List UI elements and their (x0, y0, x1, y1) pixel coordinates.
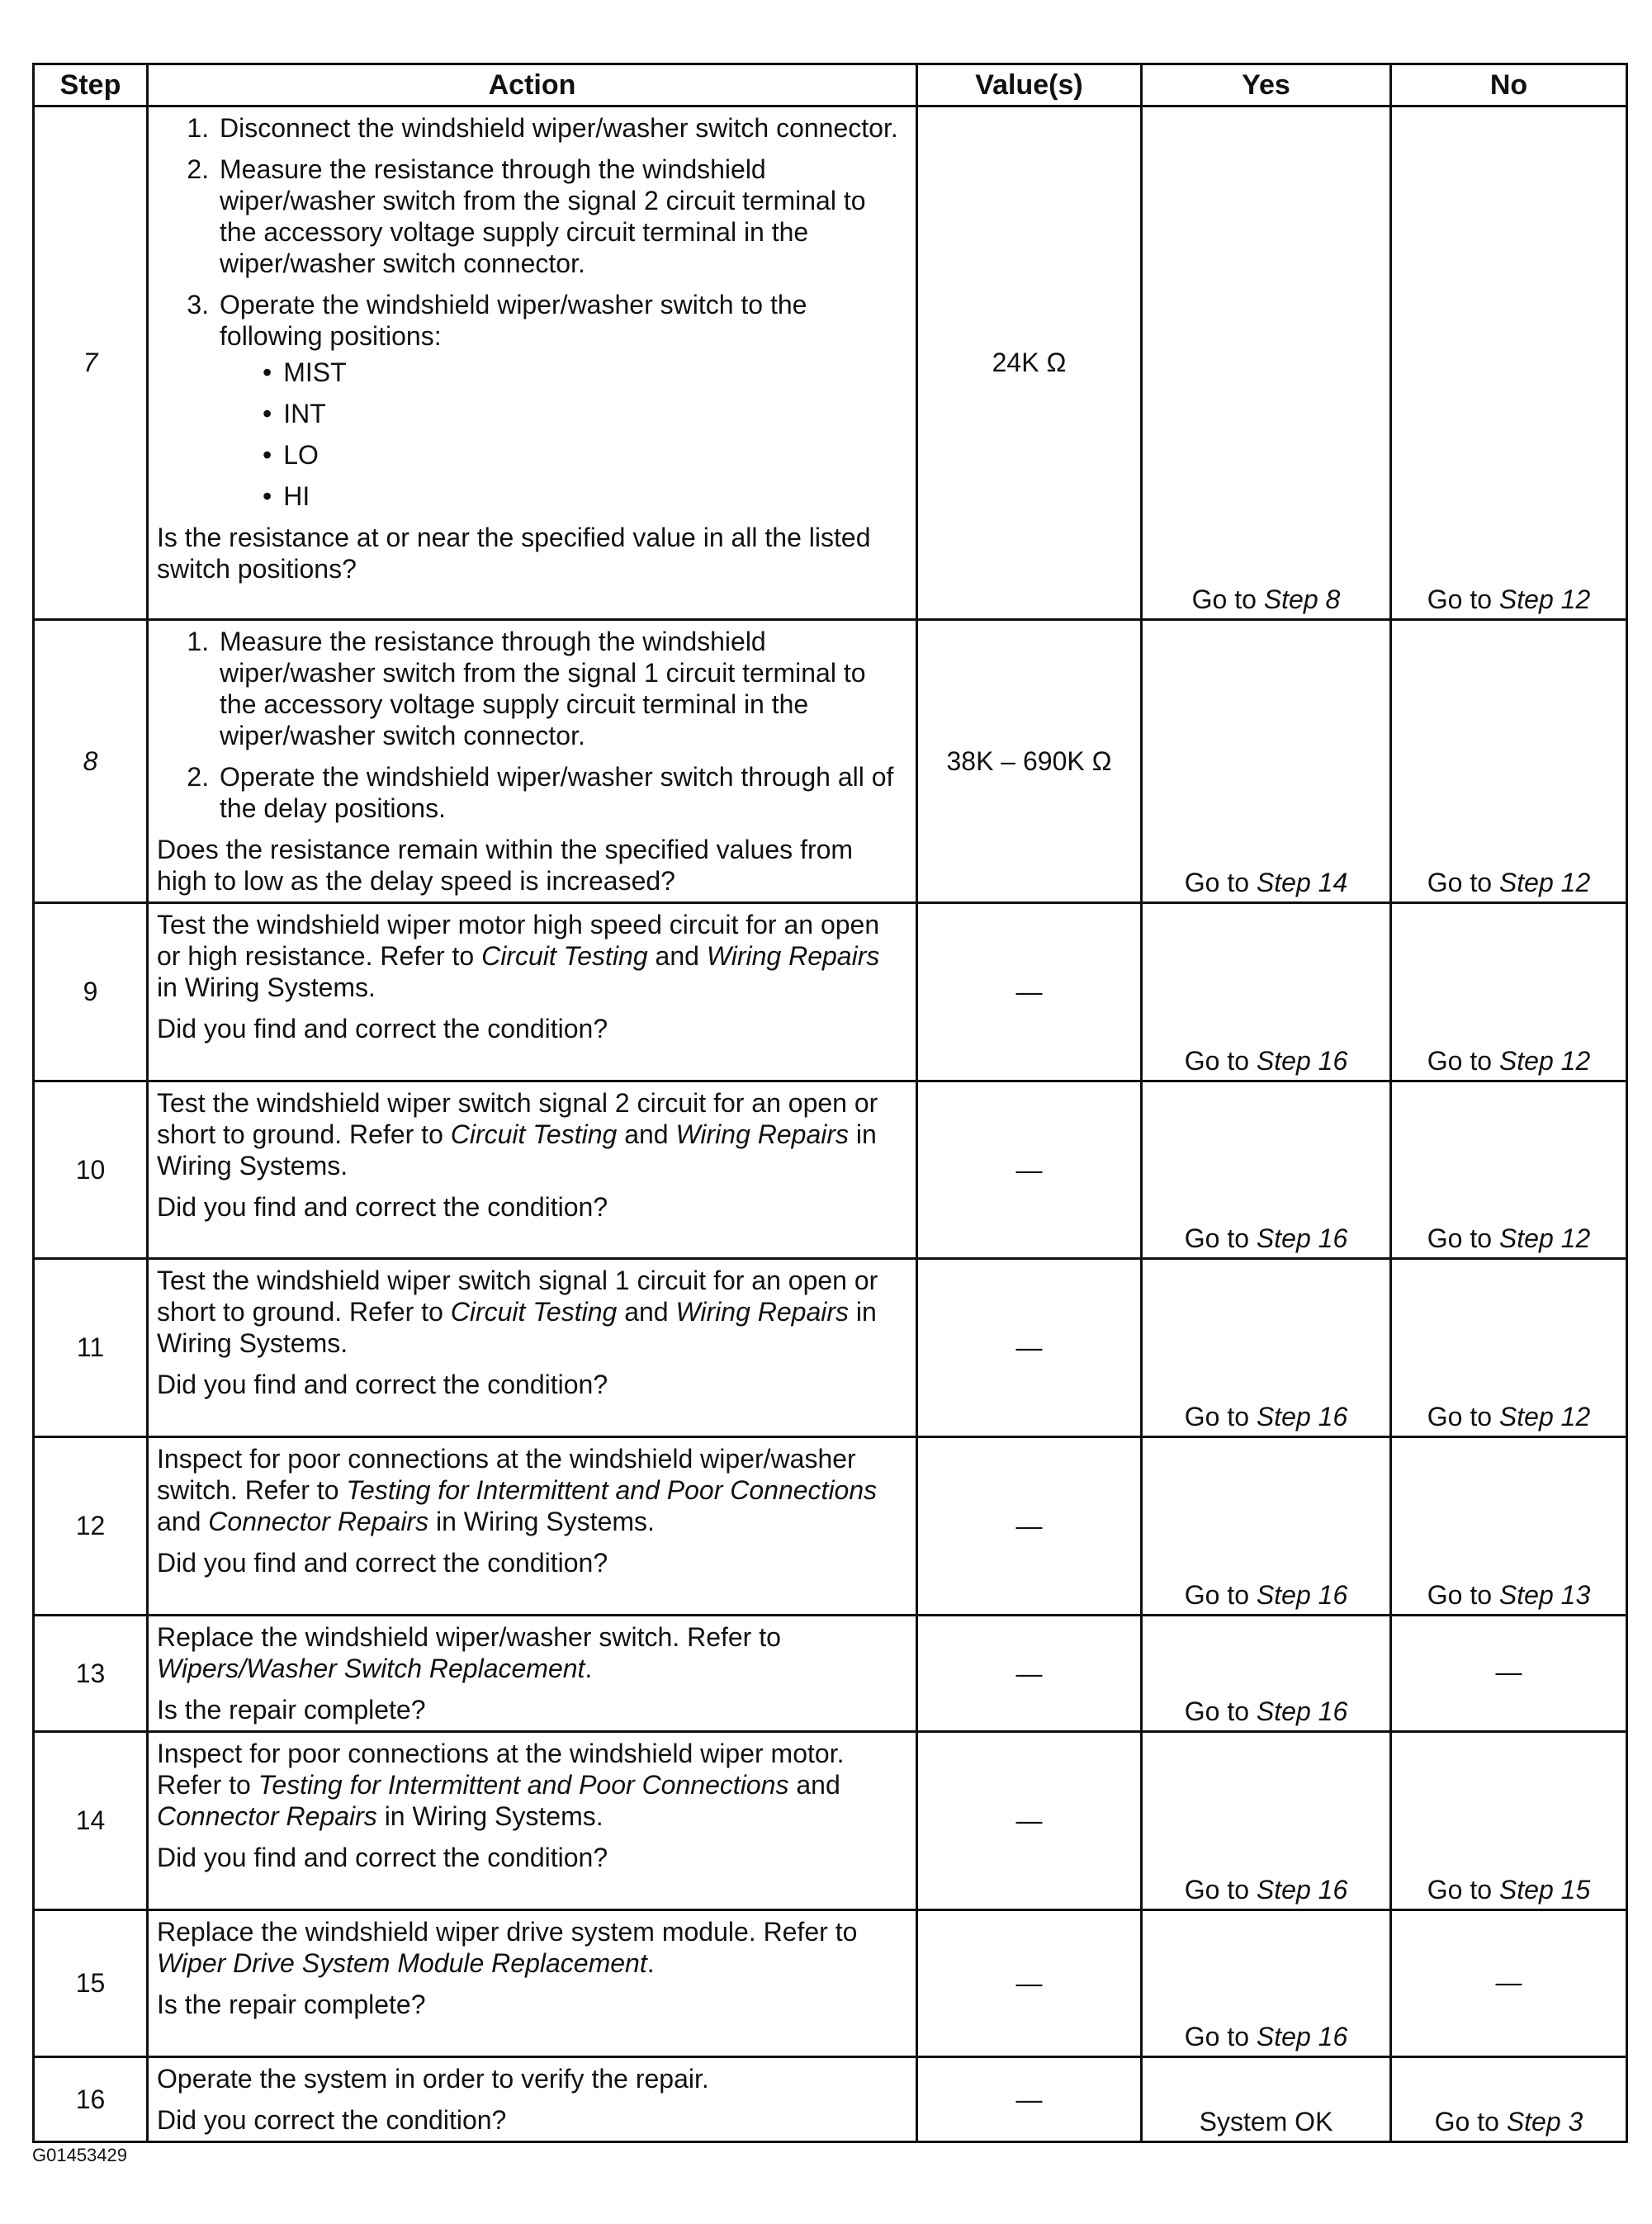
doc-reference: Wiring Repairs (706, 941, 880, 971)
question: Is the resistance at or near the specified value in all the listed switch positions? (157, 523, 871, 584)
bullet-item: • LO (259, 439, 904, 471)
header-yes: Yes (1142, 64, 1391, 106)
action-cell (148, 1732, 917, 1910)
step-number: 12 (34, 1437, 148, 1616)
action-text (157, 1087, 904, 1181)
text-run: Replace the windshield wiper drive system module. Refer to (157, 1917, 858, 1947)
no-cell (1391, 1259, 1627, 1437)
yes-pre: Go to (1184, 2022, 1257, 2051)
step-number: 13 (34, 1616, 148, 1732)
yes-pre: Go to (1184, 1402, 1257, 1431)
yes-cell (1142, 1910, 1391, 2057)
table-row (34, 620, 1627, 903)
doc-reference: Wiring Repairs (675, 1119, 850, 1149)
question: Did you correct the condition? (157, 2105, 507, 2135)
value-cell: — (917, 1259, 1142, 1437)
action-text (157, 1621, 904, 1684)
text-run: and (788, 1770, 840, 1800)
no-cell (1391, 2057, 1627, 2142)
step-number: 16 (34, 2057, 148, 2142)
no-pre: Go to (1427, 1580, 1499, 1610)
table-row (34, 1732, 1627, 1910)
list-item: 2. Measure the resistance through the windshield wiper/washer switch from the signal 2 circuit terminal to the accessory voltage supply circuit terminal in the wiper/washer switch connector. (216, 154, 904, 279)
yes-pre: Go to (1184, 1046, 1257, 1076)
header-step: Step (34, 64, 148, 106)
text-run: in Wiring Systems. (376, 1801, 604, 1831)
no-cell (1391, 106, 1627, 620)
step-number: 14 (34, 1732, 148, 1910)
yes-pre: Go to (1184, 1223, 1257, 1253)
bullet-list (220, 357, 904, 512)
yes-cell (1142, 1732, 1391, 1910)
action-cell (148, 106, 917, 620)
action-cell (148, 2057, 917, 2142)
doc-reference: Wiper Drive System Module Replacement (157, 1948, 647, 1978)
no-cell (1391, 1437, 1627, 1616)
yes-step-ref: Step 16 (1256, 1402, 1348, 1431)
step-number: 7 (34, 106, 148, 620)
yes-cell (1142, 1259, 1391, 1437)
yes-cell (1142, 1437, 1391, 1616)
yes-pre: Go to (1184, 1580, 1257, 1610)
action-cell (148, 1437, 917, 1616)
question: Did you find and correct the condition? (157, 1370, 608, 1399)
value-cell: — (917, 1437, 1142, 1616)
value-cell: — (917, 1732, 1142, 1910)
question: Did you find and correct the condition? (157, 1014, 608, 1043)
bullet-item: • HI (259, 480, 904, 512)
list-item: 1. Disconnect the windshield wiper/washer switch connector. (216, 112, 904, 144)
yes-cell (1142, 620, 1391, 903)
header-row (34, 64, 1627, 106)
no-step-ref: Step 12 (1498, 1046, 1591, 1076)
no-cell (1391, 1732, 1627, 1910)
numbered-list (157, 626, 904, 824)
table-row (34, 1437, 1627, 1616)
no-step-ref: Step 13 (1498, 1580, 1591, 1610)
bullet-item: • MIST (259, 357, 904, 388)
doc-reference: Circuit Testing (450, 1119, 618, 1149)
table-row (34, 1259, 1627, 1437)
action-text (157, 1738, 904, 1832)
yes-step-ref: Step 16 (1256, 1696, 1348, 1726)
text-run: and (647, 941, 707, 971)
list-item: 2. Operate the windshield wiper/washer switch through all of the delay positions. (216, 761, 904, 824)
no-step-ref: Step 12 (1498, 1223, 1591, 1253)
no-step-ref: Step 12 (1498, 868, 1591, 897)
yes-pre: Go to (1184, 1875, 1257, 1905)
action-cell (148, 903, 917, 1081)
header-action: Action (148, 64, 917, 106)
doc-reference: Testing for Intermittent and Poor Connections (346, 1475, 878, 1505)
text-run: Inspect for poor connections at the windshield wiper motor. Refer to (157, 1739, 845, 1800)
step-number: 10 (34, 1081, 148, 1259)
yes-cell (1142, 903, 1391, 1081)
text-run: Test the windshield wiper switch signal 2 circuit for an open or short to ground. Refer to (157, 1088, 878, 1149)
value-cell: — (917, 1616, 1142, 1732)
question: Is the repair complete? (157, 1990, 426, 2019)
no-pre: Go to (1427, 1875, 1499, 1905)
text-run: in Wiring Systems. (157, 1297, 877, 1358)
figure-id: G01453429 (32, 2145, 127, 2165)
text-run: Test the windshield wiper switch signal 1 circuit for an open or short to ground. Refer to (157, 1266, 878, 1327)
value-cell: — (917, 1910, 1142, 2057)
text-run: . (585, 1654, 593, 1683)
text-run: Operate the system in order to verify the repair. (157, 2064, 709, 2094)
yes-pre: Go to (1184, 1696, 1257, 1726)
bullet-item: • INT (259, 398, 904, 429)
doc-reference: Circuit Testing (481, 941, 648, 971)
no-step-ref: Step 3 (1506, 2107, 1583, 2136)
question: Did you find and correct the condition? (157, 1192, 608, 1222)
text-run: Inspect for poor connections at the windshield wiper/washer switch. Refer to (157, 1444, 856, 1505)
action-text (157, 1443, 904, 1537)
table-row (34, 903, 1627, 1081)
no-cell (1391, 1081, 1627, 1259)
list-item (216, 289, 904, 512)
text-run: in Wiring Systems. (157, 1119, 877, 1181)
question: Did you find and correct the condition? (157, 1843, 608, 1872)
text-run: Test the windshield wiper motor high speed circuit for an open or high resistance. Refer to (157, 910, 880, 971)
action-cell (148, 620, 917, 903)
step-number: 11 (34, 1259, 148, 1437)
text-run: . (646, 1948, 655, 1978)
no-pre: Go to (1434, 2107, 1507, 2136)
table-row (34, 106, 1627, 620)
no-step-ref: Step 15 (1498, 1875, 1591, 1905)
action-cell (148, 1616, 917, 1732)
list-item: 1. Measure the resistance through the windshield wiper/washer switch from the signal 1 circuit terminal to the accessory voltage supply circuit terminal in the wiper/washer switch connector. (216, 626, 904, 751)
text-run: and (617, 1297, 676, 1327)
value-cell: — (917, 1081, 1142, 1259)
no-step-ref: Step 12 (1498, 584, 1591, 614)
text-run: and (157, 1507, 209, 1536)
header-no: No (1391, 64, 1627, 106)
action-cell (148, 1259, 917, 1437)
no-cell: — (1391, 1616, 1627, 1732)
action-cell (148, 1081, 917, 1259)
doc-reference: Connector Repairs (208, 1507, 429, 1536)
text-run: Replace the windshield wiper/washer switch. Refer to (157, 1622, 781, 1652)
question: Did you find and correct the condition? (157, 1548, 608, 1578)
yes-step-ref: Step 16 (1256, 1046, 1348, 1076)
table-row (34, 2057, 1627, 2142)
value-cell: — (917, 2057, 1142, 2142)
doc-reference: Wiring Repairs (675, 1297, 850, 1327)
value-cell: — (917, 903, 1142, 1081)
yes-step-ref: Step 14 (1256, 868, 1348, 897)
no-step-ref: Step 12 (1498, 1402, 1591, 1431)
yes-cell: System OK (1142, 2057, 1391, 2142)
yes-cell (1142, 1616, 1391, 1732)
table-row (34, 1616, 1627, 1732)
header-values: Value(s) (917, 64, 1142, 106)
question: Is the repair complete? (157, 1695, 426, 1725)
text-run: in Wiring Systems. (428, 1507, 655, 1536)
no-pre: Go to (1427, 584, 1499, 614)
table-row (34, 1910, 1627, 2057)
question: Does the resistance remain within the specified values from high to low as the delay speed is increased? (157, 835, 854, 896)
yes-pre: Go to (1191, 584, 1264, 614)
action-text (157, 2063, 904, 2094)
no-pre: Go to (1427, 1046, 1499, 1076)
doc-reference: Wipers/Washer Switch Replacement (157, 1654, 585, 1683)
table-row (34, 1081, 1627, 1259)
action-text (157, 1265, 904, 1359)
no-cell (1391, 903, 1627, 1081)
action-cell (148, 1910, 917, 2057)
diagnostic-table (32, 63, 1628, 2143)
doc-reference: Testing for Intermittent and Poor Connections (258, 1770, 789, 1800)
value-cell: 24K Ω (917, 106, 1142, 620)
value-cell: 38K – 690K Ω (917, 620, 1142, 903)
action-text (157, 909, 904, 1003)
doc-reference: Circuit Testing (450, 1297, 618, 1327)
text-run: in Wiring Systems. (157, 972, 376, 1002)
yes-step-ref: Step 16 (1256, 2022, 1348, 2051)
yes-step-ref: Step 8 (1263, 584, 1341, 614)
list-item-text: Operate the windshield wiper/washer switch to the following positions: (220, 290, 807, 351)
yes-pre: Go to (1184, 868, 1257, 897)
yes-cell (1142, 1081, 1391, 1259)
yes-cell (1142, 106, 1391, 620)
numbered-list (157, 112, 904, 512)
yes-step-ref: Step 16 (1256, 1223, 1348, 1253)
text-run: and (617, 1119, 676, 1149)
doc-reference: Connector Repairs (157, 1801, 377, 1831)
yes-step-ref: Step 16 (1256, 1580, 1348, 1610)
action-text (157, 1916, 904, 1979)
step-number: 8 (34, 620, 148, 903)
yes-step-ref: Step 16 (1256, 1875, 1348, 1905)
no-pre: Go to (1427, 868, 1499, 897)
no-cell (1391, 620, 1627, 903)
no-cell: — (1391, 1910, 1627, 2057)
step-number: 15 (34, 1910, 148, 2057)
step-number: 9 (34, 903, 148, 1081)
no-pre: Go to (1427, 1223, 1499, 1253)
no-pre: Go to (1427, 1402, 1499, 1431)
